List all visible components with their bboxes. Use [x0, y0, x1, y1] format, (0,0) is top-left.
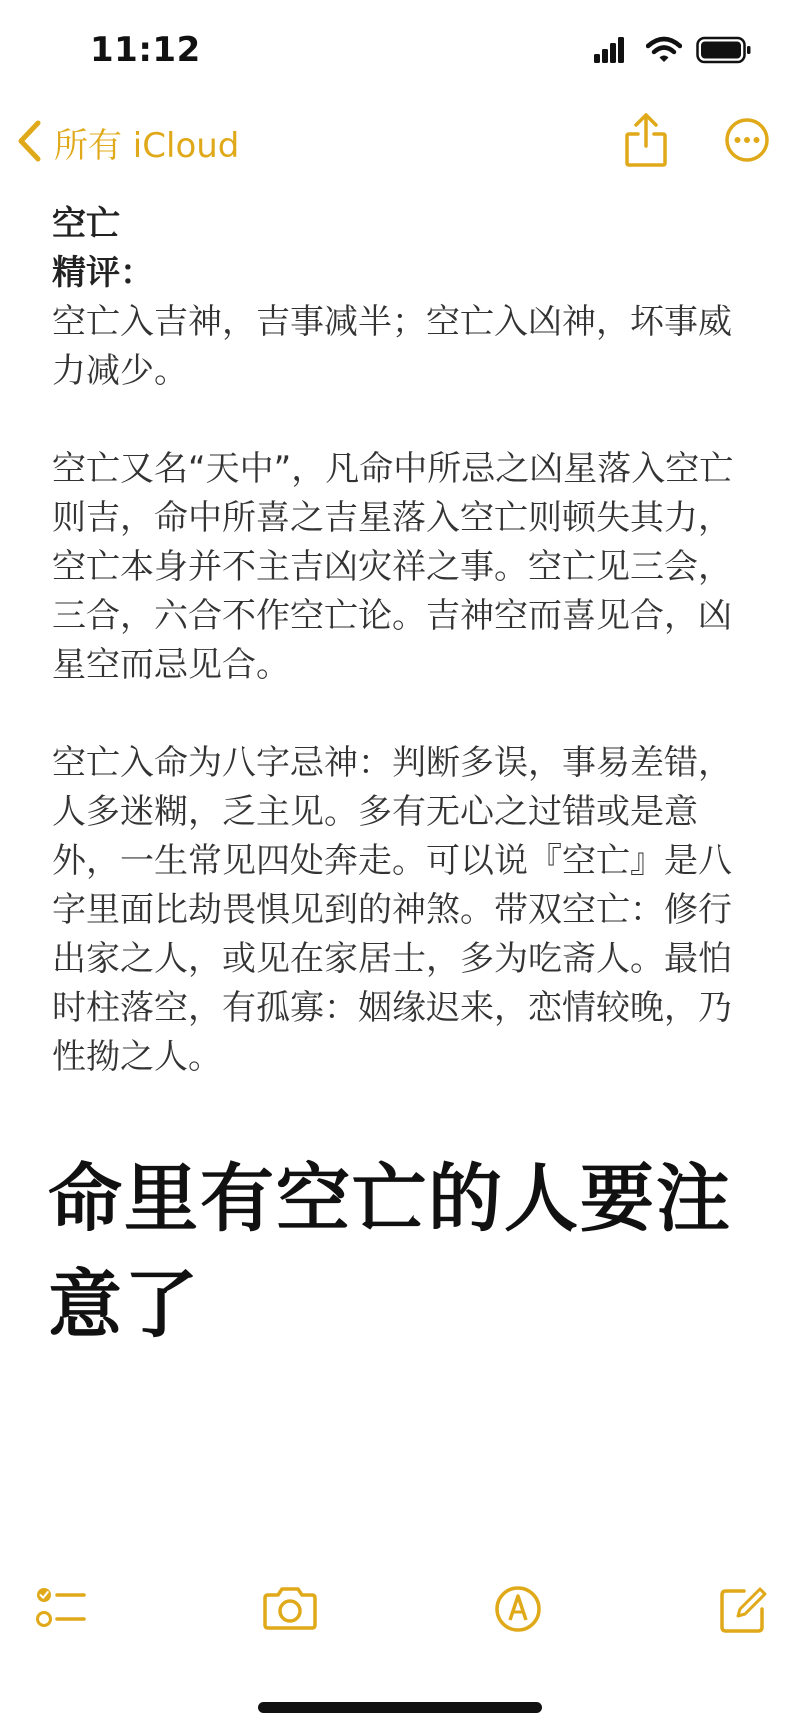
nav-bar [0, 110, 800, 180]
battery-icon [696, 36, 752, 68]
blank-line [52, 690, 752, 739]
status-bar [0, 0, 800, 100]
markup-icon[interactable] [494, 1585, 542, 1637]
more-icon[interactable] [724, 117, 770, 167]
cellular-signal-icon [594, 37, 632, 67]
note-paragraph: 空亡入命为八字忌神：判断多误，事易差错，人多迷糊，乏主见。多有无心之过错或是意外，一生常见四处奔走。可以说『空亡』是八字里面比劫畏惧见到的神煞。带双空亡：修行出家之人，或见在家居士，多为吃斋人。最怕时柱落空，有孤寡：姻缘迟来，恋情较晚，乃性拗之人。 [52, 743, 732, 1077]
nav-actions [624, 112, 770, 172]
note-body[interactable] [52, 200, 752, 1082]
note-label: 精评： [52, 253, 154, 293]
blank-line [52, 396, 752, 445]
note-paragraph: 空亡入吉神，吉事减半；空亡入凶神，坏事威力减少。 [52, 302, 732, 391]
status-icons [594, 36, 752, 68]
note-paragraph: 空亡又名“天中”，凡命中所忌之凶星落入空亡则吉，命中所喜之吉星落入空亡则顿失其力，空亡本身并不主吉凶灾祥之事。空亡见三会，三合，六合不作空亡论。吉神空而喜见合，凶星空而忌见合。 [52, 449, 734, 685]
headline-overlay: 命里有空亡的人要注意了 [48, 1156, 732, 1348]
back-button[interactable] [16, 118, 239, 167]
note-title: 空亡 [52, 204, 120, 244]
status-time: 11:12 [90, 30, 201, 70]
wifi-icon [646, 36, 682, 68]
checklist-icon[interactable] [36, 1585, 88, 1637]
home-indicator[interactable] [258, 1702, 542, 1713]
back-label: 所有 iCloud [54, 126, 240, 166]
share-icon[interactable] [624, 112, 668, 172]
chevron-left-icon [16, 120, 42, 166]
compose-icon[interactable] [718, 1585, 768, 1639]
camera-icon[interactable] [262, 1585, 318, 1635]
bottom-toolbar [0, 1585, 800, 1655]
